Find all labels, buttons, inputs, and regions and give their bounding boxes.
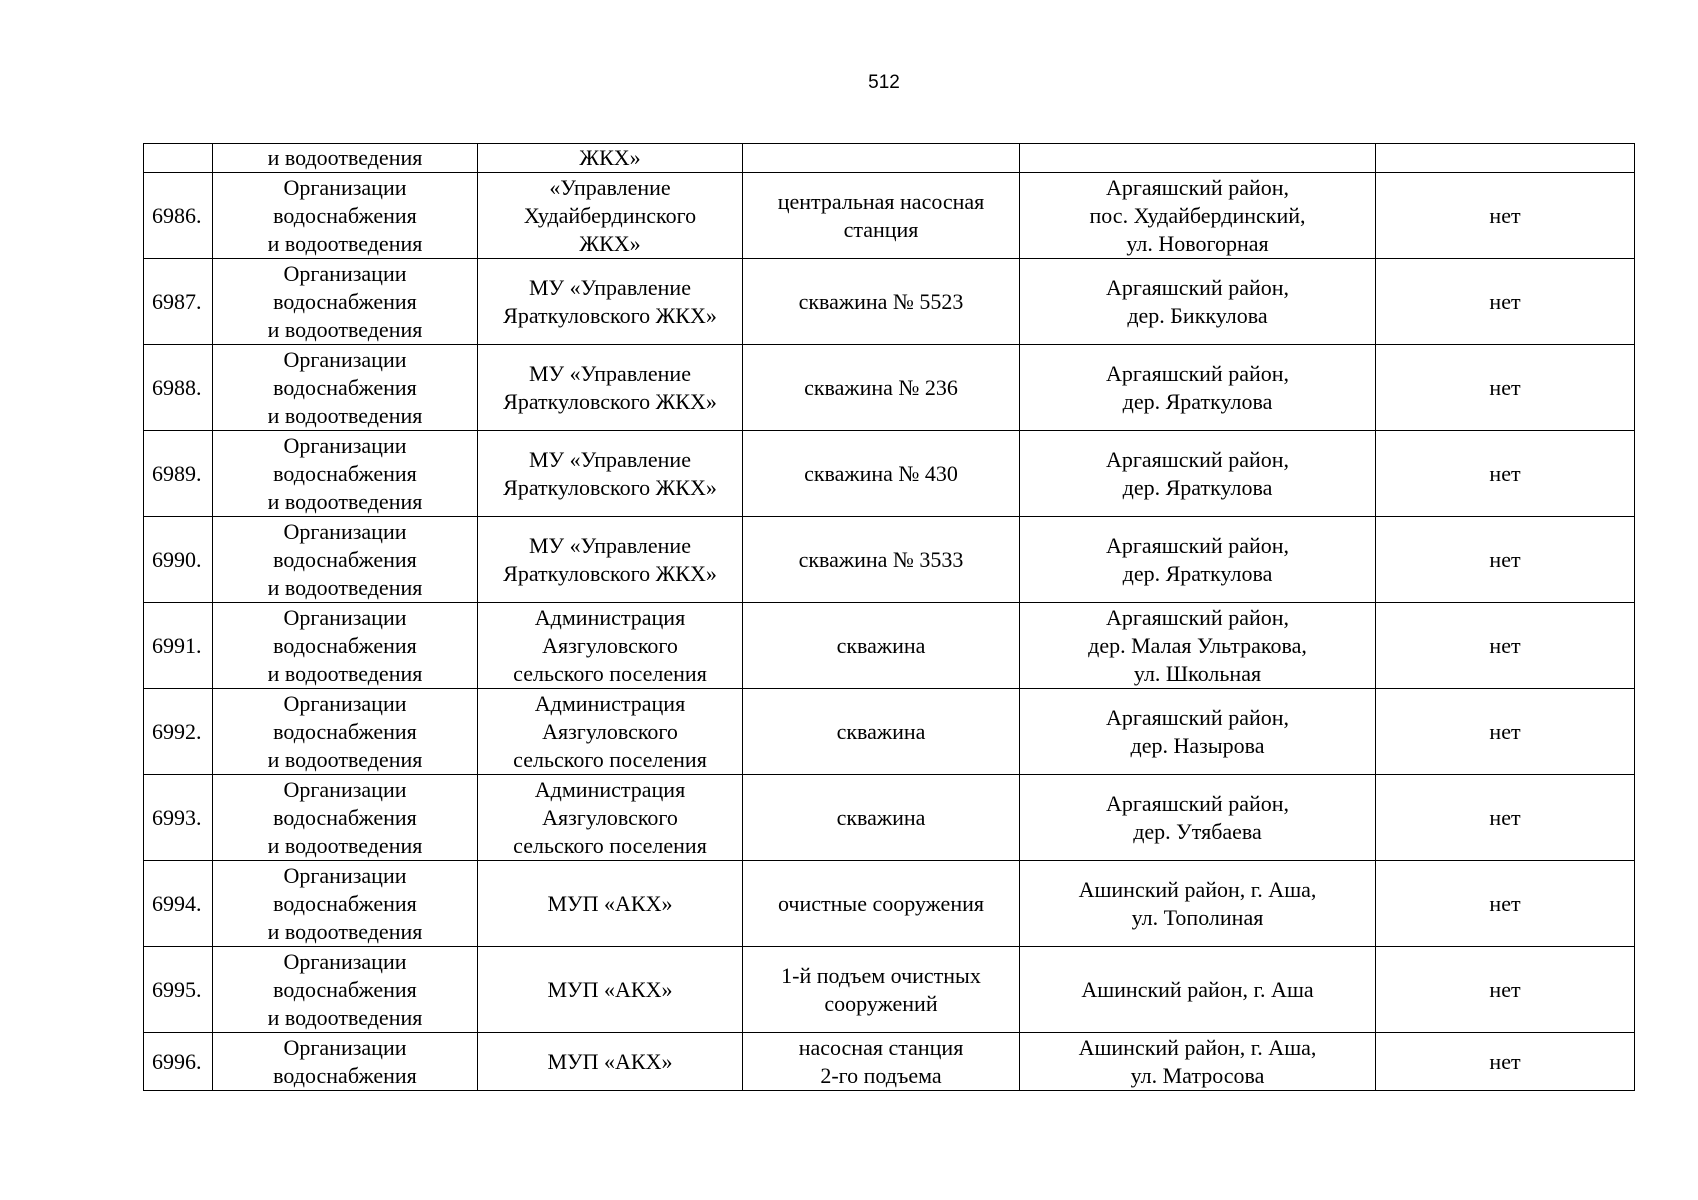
cell-line: МУ «Управление bbox=[529, 532, 691, 558]
table-row bbox=[144, 259, 1635, 345]
cell-line: Ашинский район, г. Аша, bbox=[1078, 1034, 1317, 1060]
cell-line: скважина bbox=[836, 804, 926, 830]
cell-line: станция bbox=[843, 216, 919, 242]
cell-line: водоснабжения bbox=[273, 374, 417, 400]
cell-line: Организации bbox=[283, 948, 407, 974]
cell-flag: нет bbox=[1376, 173, 1635, 259]
cell-line: пос. Худайбердинский, bbox=[1089, 202, 1306, 228]
table-row bbox=[144, 345, 1635, 431]
cell-flag: нет bbox=[1376, 775, 1635, 861]
cell-line: и водоотведения bbox=[267, 402, 423, 428]
cell-flag: нет bbox=[1376, 431, 1635, 517]
cell-line: Организации bbox=[283, 862, 407, 888]
cell-line: Аргаяшский район, bbox=[1105, 446, 1290, 472]
cell-organization-type bbox=[213, 861, 478, 947]
table-row bbox=[144, 775, 1635, 861]
cell-line: Администрация bbox=[534, 604, 686, 630]
cell-number: 6990. bbox=[144, 517, 213, 603]
cell-organization-type bbox=[213, 431, 478, 517]
cell-address bbox=[1020, 431, 1376, 517]
cell-line: сооружений bbox=[824, 990, 938, 1016]
cell-number: 6996. bbox=[144, 1033, 213, 1091]
cell-line: центральная насосная bbox=[777, 188, 985, 214]
cell-line: Организации bbox=[283, 518, 407, 544]
cell-line: и водоотведения bbox=[267, 746, 423, 772]
cell-line: Организации bbox=[283, 346, 407, 372]
cell-line: сельского поселения bbox=[513, 660, 707, 686]
cell-organization-type bbox=[213, 144, 478, 173]
table-row bbox=[144, 603, 1635, 689]
cell-address bbox=[1020, 689, 1376, 775]
cell-organization-name bbox=[478, 173, 743, 259]
cell-line: очистные сооружения bbox=[778, 890, 984, 916]
cell-line: Организации bbox=[283, 1034, 407, 1060]
cell-line: Организации bbox=[283, 690, 407, 716]
cell-address bbox=[1020, 144, 1376, 173]
cell-object bbox=[743, 345, 1020, 431]
cell-line: ул. Новогорная bbox=[1126, 230, 1269, 256]
cell-line: дер. Яраткулова bbox=[1122, 560, 1273, 586]
cell-line: Яраткуловского ЖКХ» bbox=[503, 302, 717, 328]
cell-line: водоснабжения bbox=[273, 460, 417, 486]
cell-line: насосная станция bbox=[798, 1034, 964, 1060]
cell-organization-type bbox=[213, 173, 478, 259]
cell-number: 6987. bbox=[144, 259, 213, 345]
cell-organization-name bbox=[478, 259, 743, 345]
cell-line: Организации bbox=[283, 174, 407, 200]
cell-line: и водоотведения bbox=[267, 574, 423, 600]
cell-line: МУ «Управление bbox=[529, 274, 691, 300]
cell-number: 6989. bbox=[144, 431, 213, 517]
cell-line: скважина № 236 bbox=[804, 374, 958, 400]
cell-object bbox=[743, 431, 1020, 517]
cell-line: Аргаяшский район, bbox=[1105, 174, 1290, 200]
cell-flag: нет bbox=[1376, 345, 1635, 431]
cell-line: 2-го подъема bbox=[820, 1062, 942, 1088]
cell-address bbox=[1020, 1033, 1376, 1091]
cell-line: сельского поселения bbox=[513, 746, 707, 772]
cell-organization-type bbox=[213, 603, 478, 689]
cell-line: ЖКХ» bbox=[579, 230, 641, 256]
cell-line: водоснабжения bbox=[273, 804, 417, 830]
cell-address bbox=[1020, 345, 1376, 431]
cell-organization-name bbox=[478, 431, 743, 517]
cell-line: Аязгуловского bbox=[542, 804, 678, 830]
cell-organization-name bbox=[478, 345, 743, 431]
cell-flag: нет bbox=[1376, 861, 1635, 947]
cell-line: и водоотведения bbox=[267, 832, 423, 858]
cell-line: Ашинский район, г. Аша bbox=[1081, 976, 1314, 1002]
cell-organization-name bbox=[478, 603, 743, 689]
cell-object bbox=[743, 861, 1020, 947]
cell-organization-name bbox=[478, 517, 743, 603]
cell-line: МУП «АКХ» bbox=[547, 976, 673, 1002]
cell-line: дер. Яраткулова bbox=[1122, 388, 1273, 414]
cell-address bbox=[1020, 173, 1376, 259]
cell-object bbox=[743, 517, 1020, 603]
cell-flag bbox=[1376, 144, 1635, 173]
table-row bbox=[144, 947, 1635, 1033]
cell-line: и водоотведения bbox=[267, 230, 423, 256]
cell-line: Аргаяшский район, bbox=[1105, 790, 1290, 816]
cell-line: и водоотведения bbox=[267, 918, 423, 944]
table-row bbox=[144, 861, 1635, 947]
cell-object bbox=[743, 947, 1020, 1033]
cell-flag: нет bbox=[1376, 517, 1635, 603]
cell-flag: нет bbox=[1376, 689, 1635, 775]
cell-organization-name bbox=[478, 1033, 743, 1091]
cell-object bbox=[743, 603, 1020, 689]
cell-line: дер. Назырова bbox=[1130, 732, 1265, 758]
cell-line: Аргаяшский район, bbox=[1105, 704, 1290, 730]
cell-line: скважина № 430 bbox=[804, 460, 958, 486]
cell-organization-name bbox=[478, 861, 743, 947]
cell-line: ул. Школьная bbox=[1133, 660, 1262, 686]
cell-line: скважина № 5523 bbox=[798, 288, 964, 314]
cell-line: Организации bbox=[283, 604, 407, 630]
page-number: 512 bbox=[868, 72, 900, 93]
cell-line: и водоотведения bbox=[267, 316, 423, 342]
cell-line: Яраткуловского ЖКХ» bbox=[503, 388, 717, 414]
cell-line: водоснабжения bbox=[273, 718, 417, 744]
cell-address bbox=[1020, 775, 1376, 861]
cell-line: Яраткуловского ЖКХ» bbox=[503, 560, 717, 586]
cell-number bbox=[144, 144, 213, 173]
table-row bbox=[144, 517, 1635, 603]
cell-organization-type bbox=[213, 345, 478, 431]
cell-object bbox=[743, 775, 1020, 861]
cell-line: 1-й подъем очистных bbox=[781, 962, 981, 988]
cell-flag: нет bbox=[1376, 947, 1635, 1033]
cell-number: 6995. bbox=[144, 947, 213, 1033]
cell-object bbox=[743, 144, 1020, 173]
cell-object bbox=[743, 689, 1020, 775]
cell-line: ЖКХ» bbox=[579, 145, 641, 170]
cell-line: Аязгуловского bbox=[542, 632, 678, 658]
cell-line: Администрация bbox=[534, 776, 686, 802]
cell-flag: нет bbox=[1376, 603, 1635, 689]
table-body bbox=[144, 144, 1635, 1091]
cell-line: и водоотведения bbox=[267, 145, 423, 170]
cell-line: водоснабжения bbox=[273, 288, 417, 314]
cell-line: Организации bbox=[283, 260, 407, 286]
cell-line: сельского поселения bbox=[513, 832, 707, 858]
cell-line: дер. Утябаева bbox=[1133, 818, 1262, 844]
cell-line: и водоотведения bbox=[267, 660, 423, 686]
cell-line: Администрация bbox=[534, 690, 686, 716]
cell-line: скважина bbox=[836, 718, 926, 744]
cell-address bbox=[1020, 861, 1376, 947]
table-row bbox=[144, 144, 1635, 173]
cell-organization-type bbox=[213, 775, 478, 861]
cell-address bbox=[1020, 517, 1376, 603]
cell-organization-name bbox=[478, 689, 743, 775]
cell-line: Аргаяшский район, bbox=[1105, 604, 1290, 630]
cell-line: Ашинский район, г. Аша, bbox=[1078, 876, 1317, 902]
cell-object bbox=[743, 1033, 1020, 1091]
cell-flag: нет bbox=[1376, 1033, 1635, 1091]
cell-line: скважина bbox=[836, 632, 926, 658]
cell-line: Яраткуловского ЖКХ» bbox=[503, 474, 717, 500]
cell-line: скважина № 3533 bbox=[798, 546, 964, 572]
cell-address bbox=[1020, 603, 1376, 689]
cell-line: МУ «Управление bbox=[529, 360, 691, 386]
cell-flag: нет bbox=[1376, 259, 1635, 345]
cell-line: дер. Малая Ультракова, bbox=[1088, 632, 1307, 658]
cell-line: водоснабжения bbox=[273, 632, 417, 658]
facilities-table bbox=[143, 143, 1635, 1091]
cell-line: Худайбердинского bbox=[523, 202, 697, 228]
cell-line: Аязгуловского bbox=[542, 718, 678, 744]
cell-number: 6992. bbox=[144, 689, 213, 775]
cell-line: водоснабжения bbox=[273, 1062, 417, 1088]
cell-number: 6988. bbox=[144, 345, 213, 431]
cell-address bbox=[1020, 947, 1376, 1033]
cell-organization-type bbox=[213, 1033, 478, 1091]
cell-line: МУП «АКХ» bbox=[547, 890, 673, 916]
cell-line: Организации bbox=[283, 776, 407, 802]
cell-organization-type bbox=[213, 947, 478, 1033]
table-row bbox=[144, 431, 1635, 517]
table-row bbox=[144, 689, 1635, 775]
cell-line: Аргаяшский район, bbox=[1105, 274, 1290, 300]
cell-address bbox=[1020, 259, 1376, 345]
cell-line: Аргаяшский район, bbox=[1105, 360, 1290, 386]
cell-line: водоснабжения bbox=[273, 546, 417, 572]
cell-line: Организации bbox=[283, 432, 407, 458]
cell-line: и водоотведения bbox=[267, 1004, 423, 1030]
cell-line: водоснабжения bbox=[273, 202, 417, 228]
cell-line: Аргаяшский район, bbox=[1105, 532, 1290, 558]
cell-number: 6986. bbox=[144, 173, 213, 259]
table-row bbox=[144, 173, 1635, 259]
cell-line: дер. Яраткулова bbox=[1122, 474, 1273, 500]
cell-number: 6991. bbox=[144, 603, 213, 689]
cell-number: 6994. bbox=[144, 861, 213, 947]
cell-line: МУП «АКХ» bbox=[547, 1048, 673, 1074]
cell-line: ул. Тополиная bbox=[1131, 904, 1264, 930]
cell-line: «Управление bbox=[549, 174, 671, 200]
cell-line: и водоотведения bbox=[267, 488, 423, 514]
cell-organization-name bbox=[478, 144, 743, 173]
cell-number: 6993. bbox=[144, 775, 213, 861]
cell-organization-name bbox=[478, 947, 743, 1033]
table-row bbox=[144, 1033, 1635, 1091]
cell-line: водоснабжения bbox=[273, 890, 417, 916]
cell-line: МУ «Управление bbox=[529, 446, 691, 472]
cell-organization-type bbox=[213, 517, 478, 603]
cell-object bbox=[743, 259, 1020, 345]
cell-line: водоснабжения bbox=[273, 976, 417, 1002]
cell-line: ул. Матросова bbox=[1130, 1062, 1265, 1088]
cell-organization-type bbox=[213, 259, 478, 345]
cell-object bbox=[743, 173, 1020, 259]
cell-line: дер. Биккулова bbox=[1127, 302, 1268, 328]
cell-organization-name bbox=[478, 775, 743, 861]
cell-organization-type bbox=[213, 689, 478, 775]
